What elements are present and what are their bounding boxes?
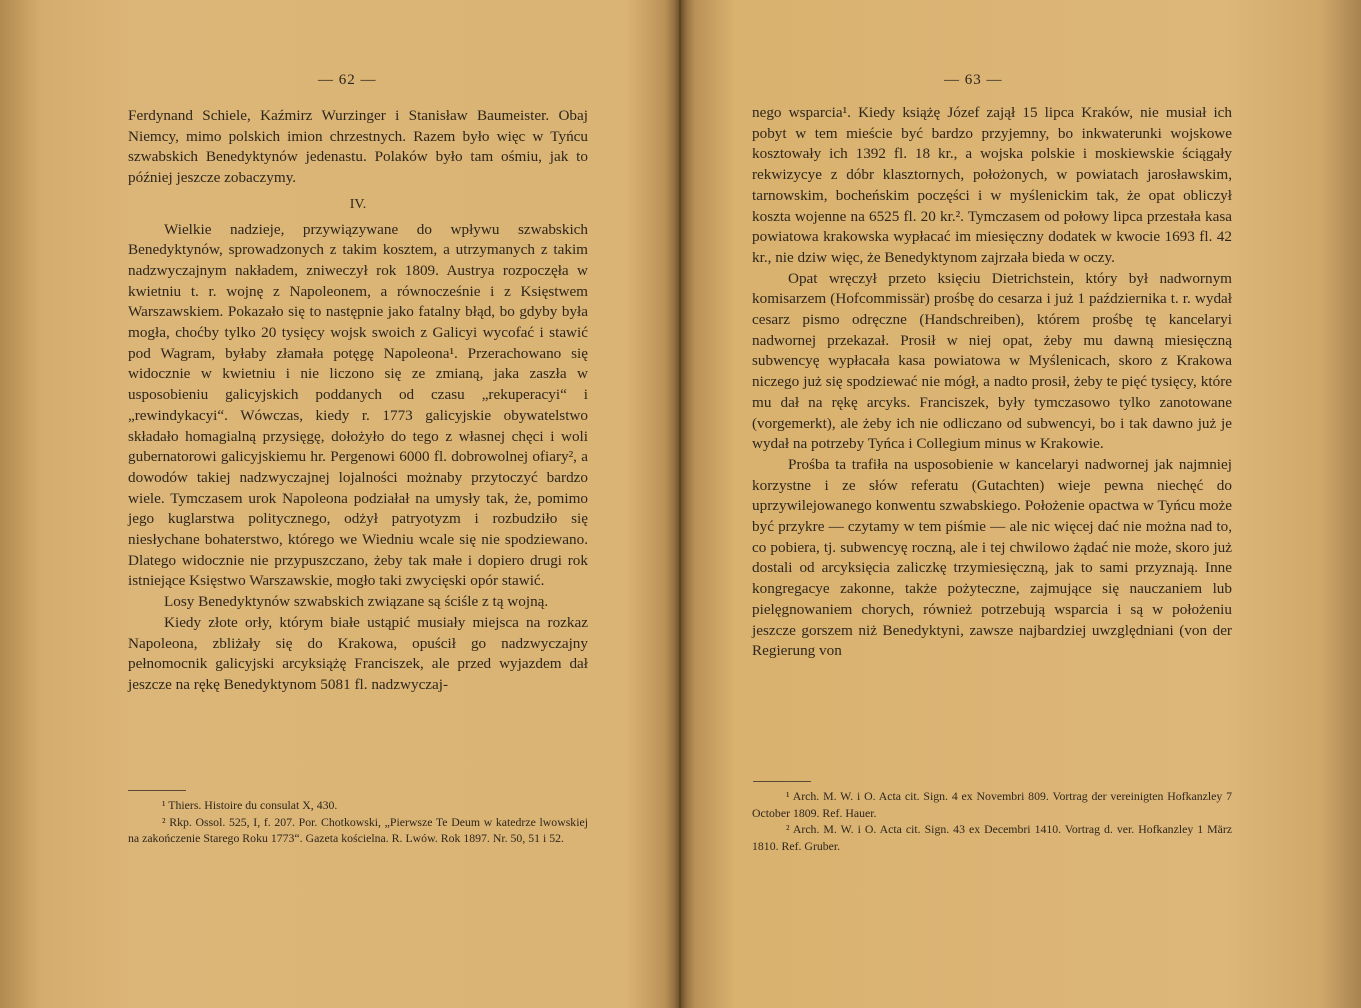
paragraph: Ferdynand Schiele, Kaźmirz Wurzinger i Stanisław Baumeister. Obaj Niemcy, mimo polskich imion chrzestnych. Razem było więc w Tyńcu szwabskich Benedyktynów jedenastu. Polaków było tam ośmiu, jak to później jeszcze zobaczymy. <box>128 107 588 187</box>
footnote: ¹ Arch. M. W. i O. Acta cit. Sign. 4 ex Novembri 809. Vortrag der vereinigten Hofkanzley 7 October 1809. Ref. Hauer. <box>752 789 1232 820</box>
footnote: ¹ Thiers. Histoire du consulat X, 430. <box>162 798 338 812</box>
footnotes <box>752 788 1232 854</box>
paragraph: nego wsparcia¹. Kiedy książę Józef zajął 15 lipca Kraków, nie musiał ich pobyt w tem mieście być bardzo przyjemny, bo inkwaterunki wojskowe kosztowały ich 1392 fl. 18 kr., a wojska polskie i moskiewskie ściągały rekwizycye z dóbr klasztornych, położonych, w powiatach jarosławskim, tarnowskim, bocheńskim poczęści i w myślenickim tak, że opat obliczył koszta wojenne na 6525 fl. 20 kr.². Tymczasem od połowy lipca przestała kasa powiatowa krakowska wypłacać im miesięczny dodatek w kwocie 1693 fl. 42 kr., nie dziw więc, że Benedyktynom zajrzała bieda w oczy. <box>752 104 1232 266</box>
page-number: — 63 — <box>944 72 1003 88</box>
footnote-divider <box>753 781 811 782</box>
left-page <box>0 0 675 1008</box>
body-text <box>128 106 588 696</box>
body-text <box>752 103 1232 662</box>
paragraph: Losy Benedyktynów szwabskich związane są ściśle z tą wojną. <box>164 593 549 611</box>
paragraph: Opat wręczył przeto księciu Dietrichstein, który był nadwornym komisarzem (Hofcommissär) prośbę do cesarza i już 1 października t. r. wydał cesarz pismo odręczne (Handschreiben), którem prośbę tę kancelaryi nadwornej przekazał. Prosił w niej opat, żeby mu dawną miesięczną subwencyę wypłacała kasa powiatowa w Myślenicach, skoro z Krakowa niczego już się spodziewać nie mógł, a nadto prosił, żeby te pięć tysięcy, które mu dał na rękę arcyks. Franciszek, były tymczasowo tylko zanotowane (vorgemerkt), ale żeby ich nie odliczano od subwencyi, bo i tak dawno już je wydał na potrzeby Tyńca i Collegium minus w Krakowie. <box>752 269 1232 453</box>
footnotes <box>128 797 588 847</box>
paragraph: Prośba ta trafiła na usposobienie w kancelaryi nadwornej jak najmniej korzystne i ze słów referatu (Gutachten) wieje pewna niechęć do uprzywilejowanego konwentu szwabskiego. Położenie opactwa w Tyńcu może być przykre — czytamy w tem piśmie — ale nic więcej dać nie można nad to, co pobiera, tj. subwencyę roczną, ale i tej chwilowo żądać nie może, skoro już dostali od arcyksięcia zaliczkę trzymiesięczną, jak to sami przyznają. Inne kongregacye zakonne, także pożyteczne, zajmujące się nauczaniem lub pielęgnowaniem chorych, również potrzebują wsparcia i są w położeniu jeszcze gorszem niż Benedyktyni, zawsze najbardziej uwzględniani (von der Regierung von <box>752 455 1232 660</box>
page-number: — 62 — <box>318 72 377 88</box>
book-gutter <box>665 0 695 1008</box>
section-heading: IV. <box>349 196 367 212</box>
footnote: ² Rkp. Ossol. 525, I, f. 207. Por. Chotkowski, „Pierwsze Te Deum w katedrze lwowskiej na zakończenie Starego Roku 1773“. Gazeta kościelna. R. Lwów. Rok 1897. Nr. 50, 51 i 52. <box>128 814 588 846</box>
footnote-divider <box>128 790 186 791</box>
right-page <box>686 0 1361 1008</box>
paragraph: Wielkie nadzieje, przywiązywane do wpływu szwabskich Benedyktynów, sprowadzonych z takim kosztem, a utrzymanych z takim nadzwyczajnym nakładem, zniweczył rok 1809. Austrya rozpoczęła w kwietniu t. r. wojnę z Napoleonem, a równocześnie i z Księstwem Warszawskiem. Pokazało się to następnie jako fatalny błąd, bo gdyby była mogła, choćby tylko 20 tysięcy wojsk swoich z Galicyi wycofać i stawić pod Wagram, byłaby złamała potęgę Napoleona¹. Przerachowano się widocznie w kwietniu i nie liczono się ze zmianą, jaka zaszła w usposobieniu galicyjskich poddanych od czasu „rekuperacyi“ i „rewindykacyi“. Wówczas, kiedy r. 1773 galicyjskie obywatelstwo składało homagialną przysięgę, dołożyło do tego z własnej chęci i woli gubernatorowi galicyjskiemu hr. Pergenowi 6000 fl. dobrowolnej ofiary², a dowodów takiej nadzwyczajnej lojalności możnaby przytoczyć bardzo wiele. Tymczasem urok Napoleona podziałał na umysły tak, że, pomimo jego kuglarstwa politycznego, odżył patryotyzm i rozbudziło się niesłychane bohaterstwo, którego we Wiedniu wcale się nie spodziewano. Dlatego widocznie nie przypuszczano, żeby tak małe i dopiero drugi rok istniejące Księstwo Warszawskie, mogło taki zwycięski opór stawić. <box>128 220 588 590</box>
paragraph: Kiedy złote orły, którym białe ustąpić musiały miejsca na rozkaz Napoleona, zbliżały się do Krakowa, opuścił go nadzwyczajny pełnomocnik galicyjski arcyksiążę Franciszek, ale przed wyjazdem dał jeszcze na rękę Benedyktynom 5081 fl. nadzwyczaj- <box>128 613 588 693</box>
footnote: ² Arch. M. W. i O. Acta cit. Sign. 43 ex Decembri 1410. Vortrag d. ver. Hofkanzley 1 März 1810. Ref. Gruber. <box>752 822 1232 853</box>
